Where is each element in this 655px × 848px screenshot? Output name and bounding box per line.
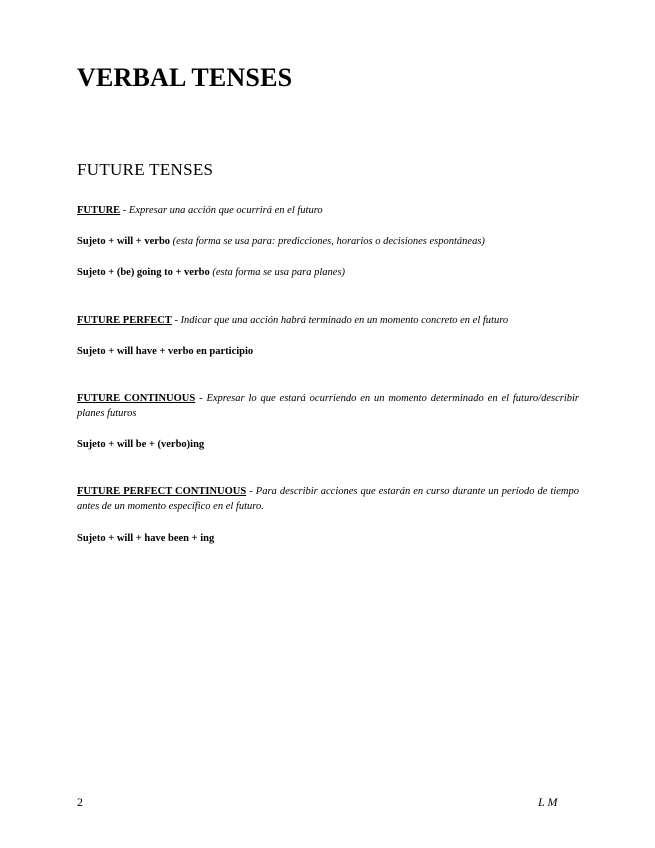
- formula-structure: Sujeto + will + verbo: [77, 236, 171, 247]
- formula-structure: Sujeto + will have + verbo en participio: [77, 346, 254, 357]
- tense-future-definition: [77, 203, 323, 218]
- separator: -: [171, 315, 181, 326]
- formula-structure: Sujeto + will be + (verbo)ing: [77, 439, 205, 450]
- tense-description: Expresar lo que estará ocurriendo en un momento determinado en el futuro/describir planes futuros: [77, 393, 580, 419]
- section-title: FUTURE TENSES: [77, 160, 214, 179]
- separator: -: [195, 393, 207, 404]
- formula-line: [77, 344, 253, 359]
- tense-name: FUTURE: [77, 205, 121, 216]
- tense-description: Indicar que una acción habrá terminado en un momento concreto en el futuro: [180, 315, 509, 326]
- formula-structure: Sujeto + (be) going to + verbo: [77, 267, 210, 278]
- formula-line: [77, 265, 345, 280]
- formula-line: [77, 437, 204, 452]
- separator: -: [120, 205, 129, 216]
- tense-future-perfect-definition: [77, 313, 508, 328]
- formula-line: [77, 234, 485, 249]
- formula-line: [77, 531, 214, 546]
- tense-name: FUTURE PERFECT: [77, 315, 172, 326]
- tense-future-perfect-continuous-definition: [77, 484, 579, 514]
- tense-description: Para describir acciones que estarán en curso durante un período de tiempo antes de un momento específico en el futuro.: [77, 486, 579, 512]
- tense-name: FUTURE CONTINUOUS: [77, 393, 196, 404]
- tense-future-continuous-definition: [77, 391, 579, 421]
- tense-description: Expresar una acción que ocurrirá en el futuro: [128, 205, 323, 216]
- separator: -: [246, 486, 256, 497]
- formula-note: (esta forma se usa para: predicciones, horarios o decisiones espontáneas): [172, 236, 485, 247]
- tense-name: FUTURE PERFECT CONTINUOUS: [77, 486, 247, 497]
- formula-note: (esta forma se usa para planes): [212, 267, 346, 278]
- page-title: VERBAL TENSES: [77, 63, 293, 92]
- page-number: 2: [77, 795, 83, 809]
- author-initials: L M: [538, 795, 558, 809]
- formula-structure: Sujeto + will + have been + ing: [77, 533, 215, 544]
